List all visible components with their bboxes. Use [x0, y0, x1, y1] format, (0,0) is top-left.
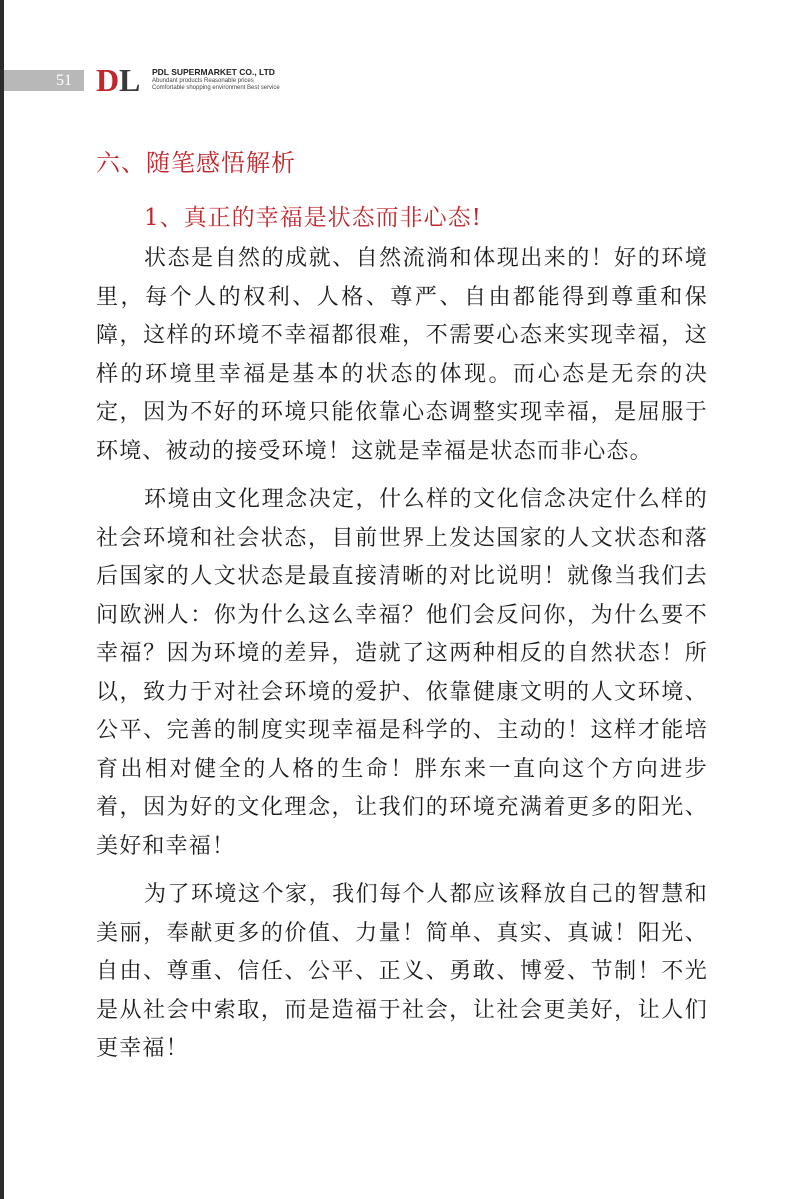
svg-text:D: D [96, 64, 120, 94]
page-number: 51 [56, 72, 72, 89]
section-heading: 六、随笔感悟解析 [96, 149, 296, 177]
paragraph: 环境由文化理念决定，什么样的文化信念决定什么样的社会环境和社会状态，目前世界上发达国家的人文状态和落后国家的人文状态是最直接清晰的对比说明！就像当我们去问欧洲人：你为什么这么幸福？他们会反问你，为什么要不幸福？因为环境的差异，造就了这两种相反的自然状态！所以，致力于对社会环境的爱护、依靠健康文明的人文环境、公平、完善的制度实现幸福是科学的、主动的！这样才能培育出相对健全的人格的生命！胖东来一直向这个方向进步着，因为好的文化理念，让我们的环境充满着更多的阳光、美好和幸福！ [96, 487, 708, 859]
company-logo [96, 64, 280, 94]
company-tagline-2: Comfortable shopping environment Best service [152, 85, 280, 91]
page-border [0, 0, 4, 1199]
paragraph: 状态是自然的成就、自然流淌和体现出来的！好的环境里，每个人的权利、人格、尊严、自由都能得到尊重和保障，这样的环境不幸福都很难，不需要心态来实现幸福，这样的环境里幸福是基本的状态的体现。而心态是无奈的决定，因为不好的环境只能依靠心态调整实现幸福，是屈服于环境、被动的接受环境！这就是幸福是状态而非心态。 [96, 246, 708, 464]
article-body [96, 240, 708, 1079]
paragraph: 为了环境这个家，我们每个人都应该释放自己的智慧和美丽，奉献更多的价值、力量！简单、真实、真诚！阳光、自由、尊重、信任、公平、正义、勇敢、博爱、节制！不光是从社会中索取，而是造福于社会，让社会更美好，让人们更幸福！ [96, 882, 708, 1061]
company-tagline-1: Abundant products Reasonable prices [152, 78, 254, 84]
dl-logo-icon [96, 64, 150, 94]
svg-text:L: L [119, 64, 141, 94]
company-name: PDL SUPERMARKET CO., LTD [152, 67, 275, 77]
subsection-heading: 1、真正的幸福是状态而非心态! [144, 205, 482, 231]
